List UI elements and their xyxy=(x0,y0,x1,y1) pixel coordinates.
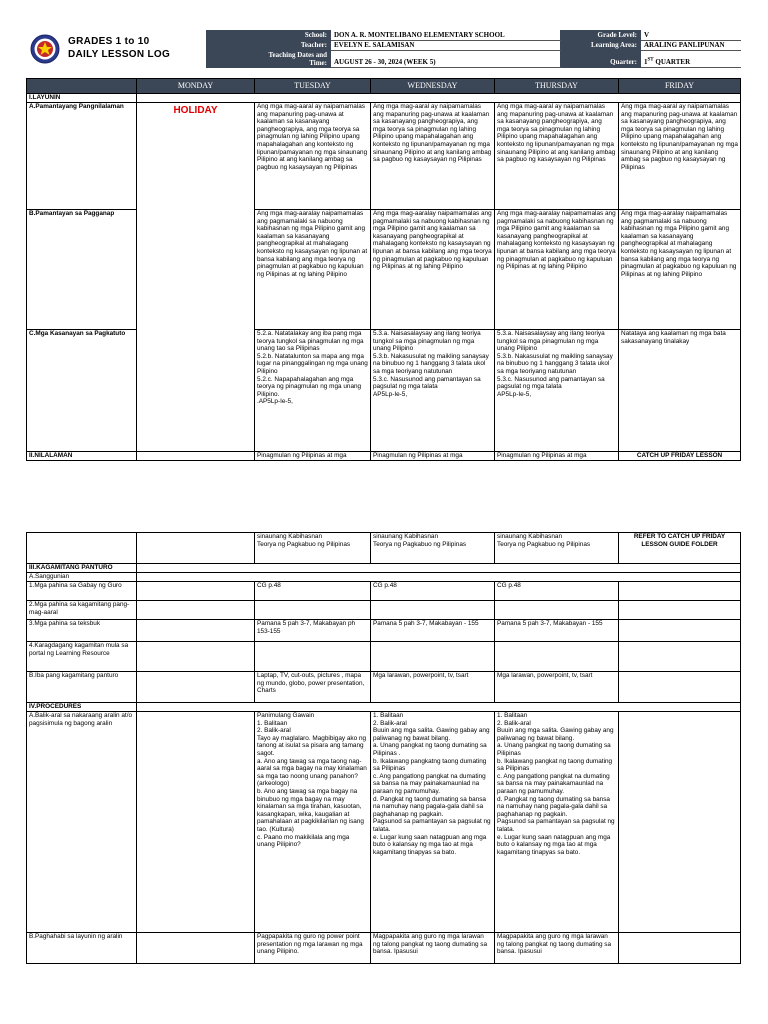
nilalaman-continued-row xyxy=(27,533,741,564)
content-cell: Pamana 5 pah 3-7, Makabayan ph 153-155 xyxy=(255,620,371,642)
teaching-dates-value: AUGUST 26 - 30, 2024 (WEEK 5) xyxy=(331,51,561,68)
content-cell: 5.3.a. Naisasalaysay ang ilang teoriya tungkol sa mga pinagmulan ng mga unang Pilipino 5.3.b. Nakasusulat ng maikling sanaysay na binubuo ng 1 hanggang 3 talata ukol sa mga teoriyang natutunan 5.3.c. Nasusunod ang pamantayan sa pagsulat ng mga talata AP5Lp-Ie-5, xyxy=(495,330,619,452)
content-cell: sinaunang Kabihasnan Teorya ng Pagkabuo ng Pilipinas xyxy=(255,533,371,564)
sanggunian-row xyxy=(27,573,741,582)
content-cell: Ang mga mag-aaral ay naipamamalas ang mapanuring pag-unawa at kaalaman sa kasanayang pangheograpiya, ang mga teorya sa pinagmulan ng lahing Pilipino upang mapahalagahan ang konteksto ng lipunan/pamayanan ng mga sinaunang Pilipino at ang kanilang ambag sa pagbuo ng kasaysayan ng Pilipinas xyxy=(619,103,741,210)
learning-area-label: Learning Area: xyxy=(561,41,641,51)
content-cell: CG p.48 xyxy=(255,582,371,601)
pamantayang-pangnilalaman-row xyxy=(27,103,741,210)
procedures-row xyxy=(27,703,741,712)
kagamitang-pang-mag-aaral-row xyxy=(27,601,741,620)
title-line1: GRADES 1 to 10 xyxy=(68,36,150,47)
learning-area-value: ARALING PANLIPUNAN xyxy=(641,41,741,51)
content-cell: CG p.48 xyxy=(495,582,619,601)
row-label: 3.Mga pahina sa teksbuk xyxy=(27,620,137,642)
row-label: A.Pamantayang Pangnilalaman xyxy=(27,103,137,210)
content-cell: Ang mga mag-aaral ay naipamamalas ang mapanuring pag-unawa at kaalaman sa kasanayang pangheograpiya, ang mga teorya sa pinagmulan ng lahing Pilipino upang mapahalagahan ang konteksto ng lipunan/pamayanan ng mga sinaunang Pilipino at ang kanilang ambag sa pagbuo ng kasaysayan ng Pilipinas xyxy=(255,103,371,210)
balik-aral-row xyxy=(27,712,741,933)
kagamitan-heading: III.KAGAMITANG PANTURO xyxy=(27,564,137,573)
grade-level-label: Grade Level: xyxy=(561,31,641,41)
row-label: B.Iba pang kagamitang panturo xyxy=(27,672,137,703)
row-label: 4.Karagdagang kagamitan mula sa portal ng Learning Resource xyxy=(27,642,137,672)
day-thursday: THURSDAY xyxy=(495,79,619,94)
teacher-label: Teacher: xyxy=(207,41,331,51)
kagamitan-row xyxy=(27,564,741,573)
content-cell: Natataya ang kaalaman ng mga bata sakasanayang tinalakay xyxy=(619,330,741,452)
content-cell: Mga larawan, powerpoint, tv, tsart xyxy=(495,672,619,703)
content-cell: Magpapakita ang guro ng mga larawan ng talong pangkat ng taong dumating sa bansa. Ipasusui xyxy=(371,933,495,964)
row-label: 1.Mga pahina sa Gabay ng Guro xyxy=(27,582,137,601)
row-label: 2.Mga pahina sa kagamitang pang-mag-aaral xyxy=(27,601,137,620)
content-cell: Pinagmulan ng Pilipinas at mga xyxy=(255,452,371,461)
holiday-label: HOLIDAY xyxy=(137,103,255,452)
catch-up-friday-label: CATCH UP FRIDAY LESSON xyxy=(619,452,741,461)
catch-up-guide-note: REFER TO CATCH UP FRIDAY LESSON GUIDE FOLDER xyxy=(619,533,741,564)
day-header-blank xyxy=(27,79,137,94)
pamantayan-sa-pagganap-row xyxy=(27,210,741,330)
day-header-row xyxy=(27,79,741,94)
content-cell: Ang mga mag-aaralay naipamamalas ang pagmamalaki sa nabuong kabihasnan ng mga Pilipino gamit ang kaalaman sa kasanayang pangheograpikal at mahalagang konteksto ng kasaysayan ng lipunan at bansa kabilang ang mga teorya ng pinagmulan at pagkabuo ng kapuluan ng Pilipinas at ng lahing Pilipino xyxy=(495,210,619,330)
quarter-label: Quarter: xyxy=(561,51,641,68)
content-cell: Panimulang Gawain 1. Balitaan 2. Balik-aral Tayo ay maglalaro. Magbibigay ako ng tanong at isulat sa pisara ang tamang sagot. a. Ano ang tawag sa mga taong nag-aaral sa mga bagay na may kinalaman sa mga tao noong unang panahon?(arkeologo) b. Ano ang tawag sa mga bagay na binubuo ng mga bagay na may kinalaman sa mga tirahan, kasuotan, kasangkapan, wika, kaugalian at pamahalaan at pagkikilanlan ng isang tao. (Kultura) c. Paano mo makikilala ang mga unang Pilipino? xyxy=(255,712,371,933)
day-tuesday: TUESDAY xyxy=(255,79,371,94)
procedures-heading: IV.PROCEDURES xyxy=(27,703,137,712)
row-label: B.Paghahabi sa layunin ng aralin xyxy=(27,933,137,964)
quarter-value: 1ST QUARTER xyxy=(641,51,741,68)
row-label: A.Balik-aral sa nakaraang aralin at/o pagsisimula ng bagong aralin xyxy=(27,712,137,933)
layunin-heading: I.LAYUNIN xyxy=(27,94,137,103)
header-info-table xyxy=(206,30,741,68)
content-cell: Ang mga mag-aaral ay naipamamalas ang mapanuring pag-unawa at kaalaman sa kasanayang pangheograpiya, ang mga teorya sa pinagmulan ng lahing Pilipino upang mapahalagahan ang konteksto ng lipunan/pamayanan ng mga sinaunang Pilipino at ang kanilang ambag sa pagbuo ng kasaysayan ng Pilipinas xyxy=(371,103,495,210)
lesson-log-table-2 xyxy=(26,532,741,964)
row-label: C.Mga Kasanayan sa Pagkatuto xyxy=(27,330,137,452)
lesson-log-page-1 xyxy=(26,78,740,461)
nilalaman-heading: II.NILALAMAN xyxy=(27,452,137,461)
content-cell: sinaunang Kabihasnan Teorya ng Pagkabuo ng Pilipinas xyxy=(371,533,495,564)
lesson-log-header xyxy=(26,30,740,70)
paghahabi-sa-layunin-row xyxy=(27,933,741,964)
title-line2: DAILY LESSON LOG xyxy=(68,49,171,60)
content-cell: Magpapakita ang guro ng mga larawan ng talong pangkat ng taong dumating sa bansa. Ipasusui xyxy=(495,933,619,964)
content-cell: Mga larawan, powerpoint, tv, tsart xyxy=(371,672,495,703)
teaching-dates-label: Teaching Dates and Time: xyxy=(207,51,331,68)
content-cell: Pamana 5 pah 3-7, Makabayan - 155 xyxy=(371,620,495,642)
day-wednesday: WEDNESDAY xyxy=(371,79,495,94)
deped-seal-icon xyxy=(30,34,60,64)
row-label: B.Pamantayan sa Pagganap xyxy=(27,210,137,330)
teacher-value: EVELYN E. SALAMISAN xyxy=(331,41,561,51)
nilalaman-row xyxy=(27,452,741,461)
content-cell: sinaunang Kabihasnan Teorya ng Pagkabuo ng Pilipinas xyxy=(495,533,619,564)
content-cell: 5.3.a. Naisasalaysay ang ilang teoriya tungkol sa mga pinagmulan ng mga unang Pilipino 5.3.b. Nakasusulat ng maikling sanaysay na binubuo ng 1 hanggang 3 talata ukol sa mga teoriyang natutunan 5.3.c. Nasusunod ang pamantayan sa pagsulat ng mga talata AP5Lp-Ie-5, xyxy=(371,330,495,452)
kasanayan-sa-pagkatuto-row xyxy=(27,330,741,452)
content-cell: Pinagmulan ng Pilipinas at mga xyxy=(371,452,495,461)
content-cell: Ang mga mag-aaralay naipamamalas ang pagmamalaki sa nabuong kabihasnan ng mga Pilipino gamit ang kaalaman sa kasanayang pangheograpikal at mahalagang konteksto ng kasaysayan ng lipunan at bansa kabilang ang mga teorya ng pinagmulan at pagkabuo ng kapuluan ng Pilipinas at ng lahing Pilipino xyxy=(619,210,741,330)
content-cell: Laptap, TV, cut-outs, pictures , mapa ng mundo, globo, power presentation, Charts xyxy=(255,672,371,703)
content-cell: Pagpapakita ng guro ng power point presentation ng mga larawan ng mga unang Pilipino. xyxy=(255,933,371,964)
content-cell: Ang mga mag-aaral ay naipamamalas ang mapanuring pag-unawa at kaalaman sa kasanayang pangheograpiya, ang mga teorya sa pinagmulan ng lahing Pilipino upang mapahalagahan ang konteksto ng lipunan/pamayanan ng mga sinaunang Pilipino at ang kanilang ambag sa pagbuo ng kasaysayan ng Pilipinas xyxy=(495,103,619,210)
lesson-log-table-1 xyxy=(26,78,741,461)
content-cell: Ang mga mag-aaralay naipamamalas ang pagmamalaki sa nabuong kabihasnan ng mga Pilipino gamit ang kaalaman sa kasanayang pangheograpikal at mahalagang konteksto ng kasaysayan ng lipunan at bansa kabilang ang mga teorya ng pinagmulan at pagkabuo ng kapuluan ng Pilipinas at ng lahing Pilipino xyxy=(255,210,371,330)
row-label: A.Sanggunian xyxy=(27,573,137,582)
day-friday: FRIDAY xyxy=(619,79,741,94)
teksbuk-row xyxy=(27,620,741,642)
content-cell: Ang mga mag-aaralay naipamamalas ang pagmamalaki sa nabuong kabihasnan ng mga Pilipino gamit ang kaalaman sa kasanayang pangheograpikal at mahalagang konteksto ng kasaysayan ng lipunan at bansa kabilang ang mga teorya ng pinagmulan at pagkabuo ng kapuluan ng Pilipinas at ng lahing Pilipino xyxy=(371,210,495,330)
day-monday: MONDAY xyxy=(137,79,255,94)
gabay-ng-guro-row xyxy=(27,582,741,601)
content-cell: Pinagmulan ng Pilipinas at mga xyxy=(495,452,619,461)
content-cell: 1. Balitaan 2. Balik-aral Buuin ang mga salita. Gawing gabay ang paliwanag ng bawat bilang. a. Unang pangkat ng taong dumating sa Pilipinas b. Ikalawang pangkat ng taong dumating sa Pilipinas c. Ang pangatlong pangkat na dumating sa bansa na may painakamaunlad na paraan ng pamumuhay. d. Pangkat ng taong dumating sa bansa na namuhay nang pagala-gala dahil sa paghahanap ng pagkain. Pagsunod sa pamantayan sa pagsulat ng talata. e. Lugar kung saan natagpuan ang mga buto o kalansay ng mga tao at mga kagamitang tinapyas sa bato. xyxy=(495,712,619,933)
grade-level-value: V xyxy=(641,31,741,41)
lesson-log-page-2 xyxy=(26,532,740,964)
content-cell: Pamana 5 pah 3-7, Makabayan - 155 xyxy=(495,620,619,642)
content-cell: CG p.48 xyxy=(371,582,495,601)
content-cell: 1. Balitaan 2. Balik-aral Buuin ang mga salita. Gawing gabay ang paliwanag ng bawat bilang. a. Unang pangkat ng taong dumating sa Pilipinas . b. Ikalawang pangkatng taong dumating sa Pilipinas c. Ang pangatlong pangkat na dumating sa bansa na may painakamaunlad na paraan ng pamumuhay. d. Pangkat ng taong dumating sa bansa na namuhay nang pagala-gala dahil sa paghahanap ng pagkain. Pagsunod sa pamantayan sa pagsulat ng talata. e. Lugar kung saan natagpuan ang mga buto o kalansay ng mga tao at mga kagamitang tinapyas sa bato. xyxy=(371,712,495,933)
iba-pang-kagamitan-row xyxy=(27,672,741,703)
school-label: School: xyxy=(207,31,331,41)
content-cell: 5.2.a. Natatalakay ang iba pang mga teorya tungkol sa pinagmulan ng mga unang tao sa Pilipinas 5.2.b. Natatalunton sa mapa ang mga lugar na pinanggalingan ng mga unang Pilipino 5.2.c. Napapahalagahan ang mga teorya ng pinagmulan ng mga unang Pilipino. .AP5Lp-Ie-5, xyxy=(255,330,371,452)
school-value: DON A. R. MONTELIBANO ELEMENTARY SCHOOL xyxy=(331,31,561,41)
layunin-row xyxy=(27,94,741,103)
learning-resource-portal-row xyxy=(27,642,741,672)
title-block xyxy=(26,30,206,70)
